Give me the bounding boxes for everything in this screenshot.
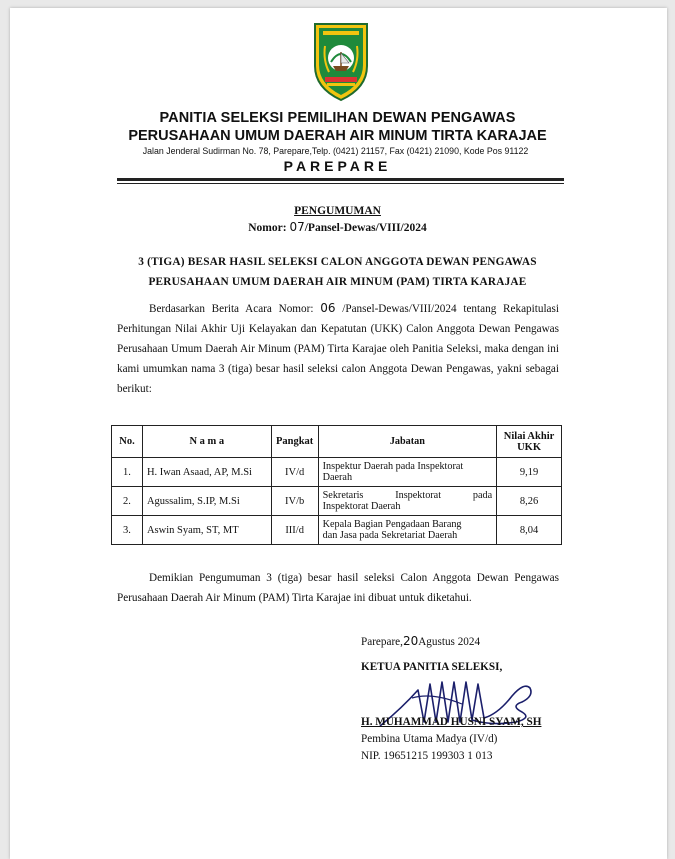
cell-nilai: 8,26 xyxy=(497,487,562,516)
table-row xyxy=(112,487,562,516)
jabatan-line2: Daerah xyxy=(322,472,353,483)
results-table xyxy=(111,425,562,545)
cell-no: 3. xyxy=(112,516,143,545)
cell-jabatan xyxy=(318,487,496,516)
jabatan-line1: Inspektur Daerah pada Inspektorat xyxy=(322,461,464,472)
cell-pangkat: IV/b xyxy=(271,487,318,516)
header-nilai: Nilai Akhir UKK xyxy=(497,426,562,458)
jabatan-line1: Kepala Bagian Pengadaan Barang xyxy=(322,519,462,530)
announcement-number xyxy=(0,220,675,234)
letterhead-line1: PANITIA SELEKSI PEMILIHAN DEWAN PENGAWAS xyxy=(159,110,516,126)
signature-date xyxy=(361,634,480,648)
header-no: No. xyxy=(112,426,143,458)
announcement-title-line2: PERUSAHAAN UMUM DAERAH AIR MINUM (PAM) TIRTA KARAJAE xyxy=(148,276,527,288)
jabatan-line1: Sekretaris Inspektorat pada xyxy=(322,490,493,501)
announcement-heading: PENGUMUMAN xyxy=(294,205,381,217)
letterhead-rule-thick xyxy=(117,178,564,181)
cell-jabatan xyxy=(318,458,496,487)
signatory-nip: NIP. 19651215 199303 1 013 xyxy=(361,750,493,762)
cell-jabatan xyxy=(318,516,496,545)
city-emblem-logo xyxy=(309,16,373,102)
closing-paragraph: Demikian Pengumuman 3 (tiga) besar hasil seleksi Calon Anggota Dewan Pengawas Perusahaan Daerah Air Minum (PAM) Tirta Karajae ini dibuat untuk diketahui. xyxy=(117,572,559,604)
table-header-row xyxy=(112,426,562,458)
signatory-rank: Pembina Utama Madya (IV/d) xyxy=(361,733,498,745)
intro-part1: Berdasarkan Berita Acara Nomor: xyxy=(149,303,321,315)
intro-handwritten-number: 06 xyxy=(320,301,336,315)
cell-nilai: 9,19 xyxy=(497,458,562,487)
table-row xyxy=(112,516,562,545)
jabatan-line2: dan Jasa pada Sekretariat Daerah xyxy=(322,530,458,541)
header-nama: N a m a xyxy=(142,426,271,458)
letterhead-line2: PERUSAHAAN UMUM DAERAH AIR MINUM TIRTA KARAJAE xyxy=(128,128,547,144)
cell-nama: Agussalim, S.IP, M.Si xyxy=(142,487,271,516)
cell-nama: H. Iwan Asaad, AP, M.Si xyxy=(142,458,271,487)
date-suffix: Agustus 2024 xyxy=(418,636,481,648)
cell-pangkat: IV/d xyxy=(271,458,318,487)
cell-nama: Aswin Syam, ST, MT xyxy=(142,516,271,545)
date-day-handwritten: 20 xyxy=(402,634,419,648)
jabatan-line2: Inspektorat Daerah xyxy=(322,501,401,512)
intro-part2: /Pansel-Dewas/VIII/2024 tentang Rekapitulasi Perhitungan Nilai Akhir Uji Kelayakan dan Kepatutan (UKK) Calon Anggota Dewan Pengawas Perusahaan Umum Daerah Air Minum (PAM) Tirta Karajae oleh Panitia Seleksi, maka dengan ini kami umumkan nama 3 (tiga) besar hasil seleksi calon Anggota Dewan Pengawas, yakni sebagai berikut: xyxy=(117,303,559,395)
number-handwritten: 07 xyxy=(289,220,305,234)
cell-no: 2. xyxy=(112,487,143,516)
date-prefix: Parepare, xyxy=(361,636,403,648)
signatory-role: KETUA PANITIA SELEKSI, xyxy=(361,661,503,673)
announcement-title-line1: 3 (TIGA) BESAR HASIL SELEKSI CALON ANGGOTA DEWAN PENGAWAS xyxy=(138,256,537,268)
intro-paragraph xyxy=(117,298,559,399)
letterhead-address: Jalan Jenderal Sudirman No. 78, Parepare,Telp. (0421) 21157, Fax (0421) 21090, Kode Pos 91122 xyxy=(142,146,529,156)
header-pangkat: Pangkat xyxy=(271,426,318,458)
table-row xyxy=(112,458,562,487)
cell-no: 1. xyxy=(112,458,143,487)
number-prefix: Nomor: xyxy=(248,222,290,234)
letterhead-city: PAREPARE xyxy=(283,158,392,174)
cell-pangkat: III/d xyxy=(271,516,318,545)
header-jabatan: Jabatan xyxy=(318,426,496,458)
number-suffix: /Pansel-Dewas/VIII/2024 xyxy=(304,222,427,234)
signatory-name: H. MUHAMMAD HUSNI SYAM, SH xyxy=(361,716,542,728)
cell-nilai: 8,04 xyxy=(497,516,562,545)
letterhead-rule-thin xyxy=(117,183,564,184)
